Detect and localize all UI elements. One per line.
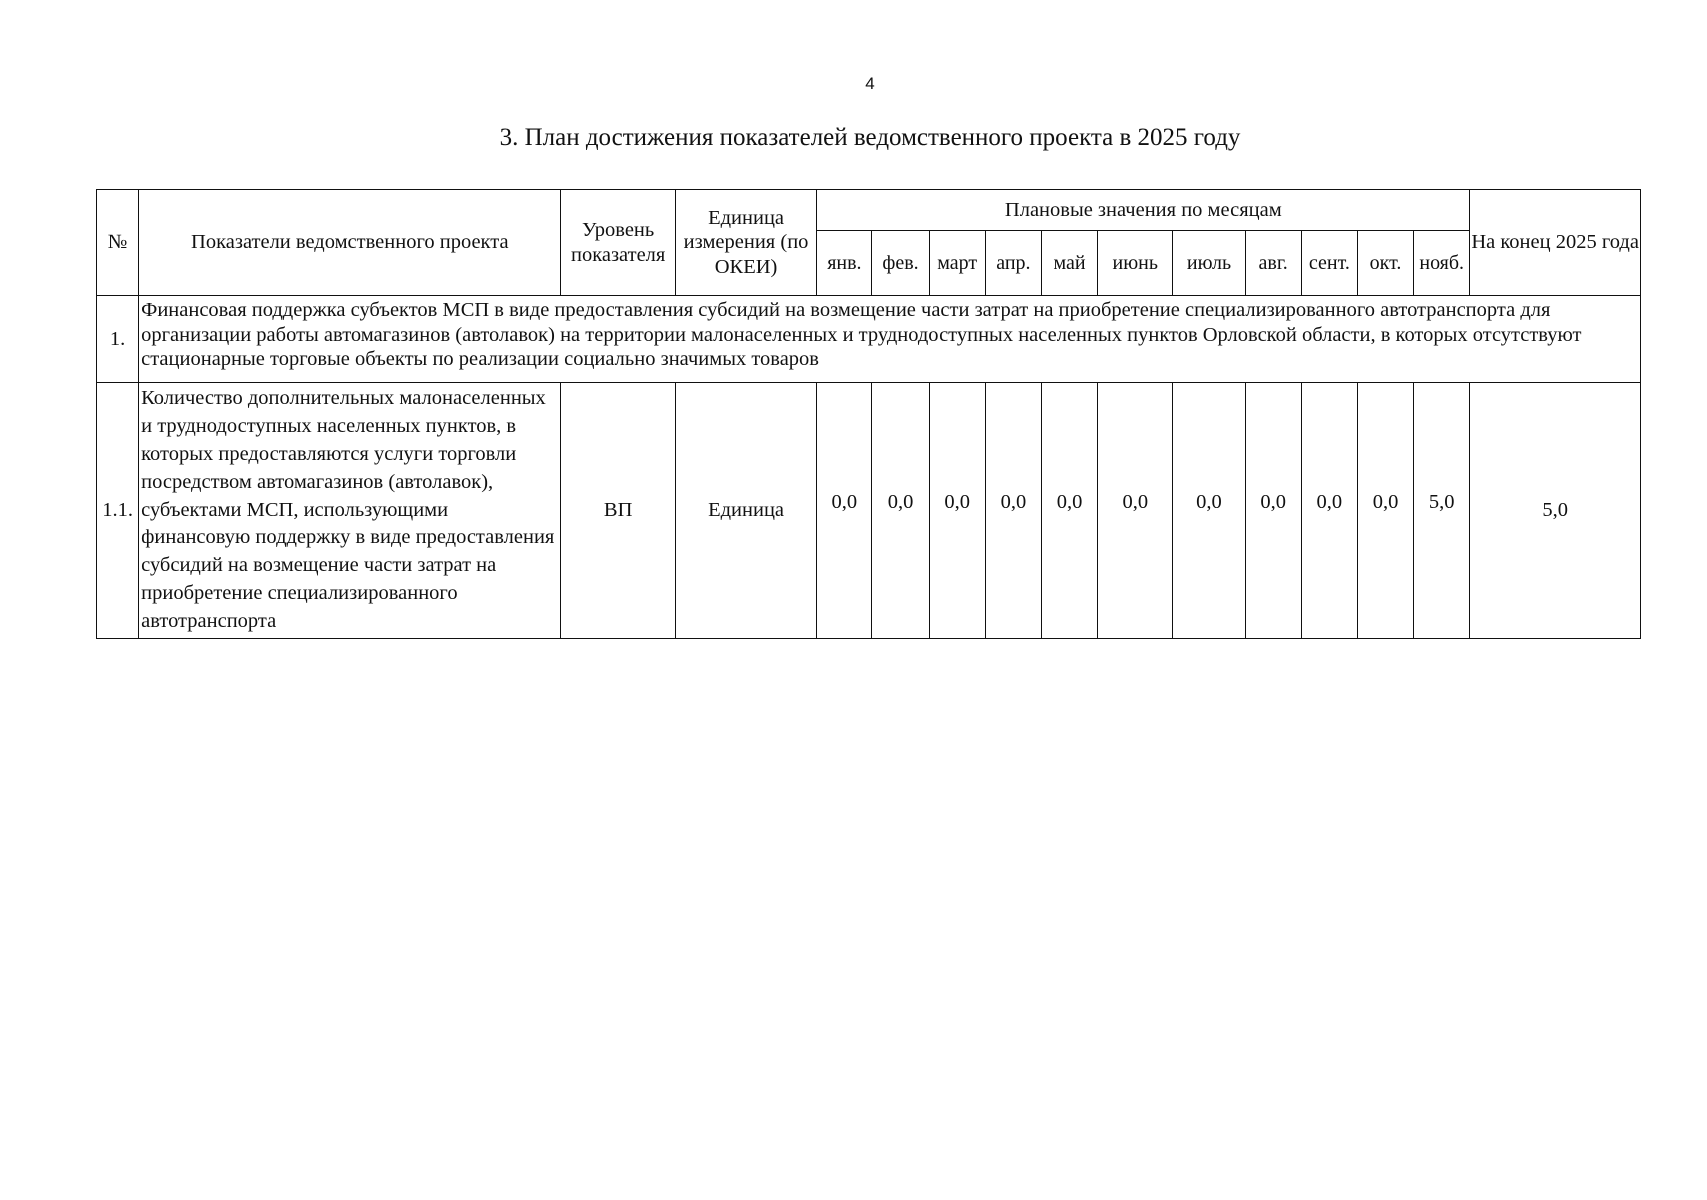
section-row (97, 296, 1641, 383)
page-title: 3. План достижения показателей ведомственного проекта в 2025 году (499, 124, 1241, 151)
row-level: ВП (561, 383, 675, 639)
header-month-feb: фев. (872, 231, 929, 296)
value-sep: 0,0 (1301, 383, 1357, 639)
row-num: 1.1. (97, 383, 139, 639)
header-level: Уровень показателя (561, 190, 675, 296)
header-indicators: Показатели ведомственного проекта (139, 190, 561, 296)
header-month-apr: апр. (985, 231, 1041, 296)
header-month-aug: авг. (1245, 231, 1301, 296)
header-month-jun: июнь (1098, 231, 1173, 296)
header-unit: Единица измерения (по ОКЕИ) (675, 190, 816, 296)
header-month-mar: март (929, 231, 985, 296)
header-num: № (97, 190, 139, 296)
header-row-top (97, 190, 1641, 231)
row-unit: Единица (675, 383, 816, 639)
header-month-sep: сент. (1301, 231, 1357, 296)
header-month-jul: июль (1173, 231, 1245, 296)
page-number: 4 (865, 74, 875, 93)
section-num: 1. (97, 296, 139, 383)
value-nov: 5,0 (1414, 383, 1470, 639)
value-feb: 0,0 (872, 383, 929, 639)
table-row (97, 383, 1641, 639)
value-mar: 0,0 (929, 383, 985, 639)
value-oct: 0,0 (1357, 383, 1413, 639)
indicators-plan-table (96, 189, 1641, 639)
header-month-jan: янв. (817, 231, 872, 296)
value-aug: 0,0 (1245, 383, 1301, 639)
value-may: 0,0 (1041, 383, 1097, 639)
value-jan: 0,0 (817, 383, 872, 639)
header-month-may: май (1041, 231, 1097, 296)
value-jun: 0,0 (1098, 383, 1173, 639)
header-month-oct: окт. (1357, 231, 1413, 296)
header-monthly-group: Плановые значения по месяцам (817, 190, 1470, 231)
value-jul: 0,0 (1173, 383, 1245, 639)
header-end-of-year: На конец 2025 года (1470, 190, 1641, 296)
row-indicator: Количество дополнительных малонаселенных и труднодоступных населенных пунктов, в которых предоставляются услуги торговли посредством автомагазинов (автолавок), субъектами МСП, использующими финансовую поддержку в виде предоставления субсидий на возмещение части затрат на приобретение специализированного автотранспорта (139, 383, 561, 639)
section-description: Финансовая поддержка субъектов МСП в виде предоставления субсидий на возмещение части затрат на приобретение специализированного автотранспорта для организации работы автомагазинов (автолавок) на территории малонаселенных и труднодоступных населенных пунктов Орловской области, в которых отсутствуют стационарные торговые объекты по реализации социально значимых товаров (139, 296, 1641, 383)
value-end-of-year: 5,0 (1470, 383, 1641, 639)
value-apr: 0,0 (985, 383, 1041, 639)
header-month-nov: нояб. (1414, 231, 1470, 296)
